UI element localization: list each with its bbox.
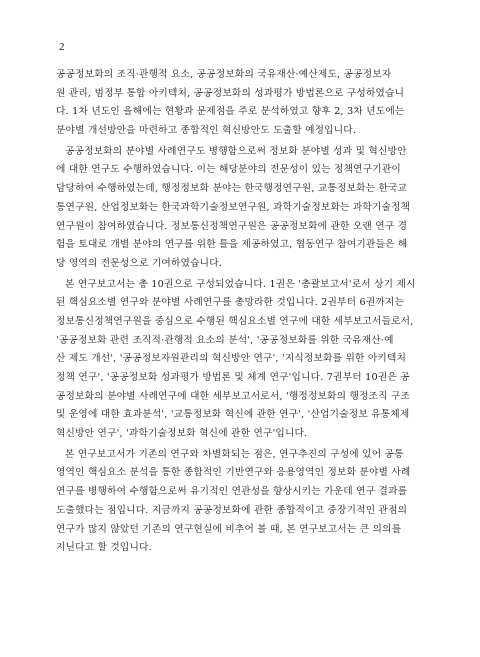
text-line: 연구가 많지 않았던 기존의 연구현실에 비추어 볼 때, 본 연구보고서는 큰 의의를 xyxy=(56,523,402,535)
text-line: 공공정보화의 분야별 사례연구도 병행함으로써 정보화 분야별 성과 및 혁신방안 xyxy=(65,145,407,157)
page-number: 2 xyxy=(59,41,65,53)
text-line: 담당하여 수행하였는데, 행정정보화 분야는 한국행정연구원, 교통정보화는 한국교 xyxy=(56,183,408,195)
paragraph xyxy=(56,143,428,274)
text-line: 원 관리, 범정부 통합 아키텍처, 공공정보화의 성과평가 방법론으로 구성하였습니 xyxy=(56,87,405,99)
text-line: 당 영역의 전문성으로 기여하였습니다. xyxy=(56,257,223,269)
text-line: 본 연구보고서가 기존의 연구와 차별화되는 점은, 연구추진의 구성에 있어 공통 xyxy=(65,448,404,460)
paragraph xyxy=(56,446,428,558)
text-line: 혁신방안 연구', '과학기술정보화 혁신에 관한 연구'입니다. xyxy=(56,428,308,440)
text-line: 본 연구보고서는 총 10권으로 구성되었습니다. 1권은 '총괄보고서'로서 상기 제시 xyxy=(65,278,416,290)
text-line: 연구를 병행하여 수행함으로써 유기적인 연관성을 향상시키는 가운데 연구 결과를 xyxy=(56,486,408,498)
text-line: 험을 토대로 개별 분야의 연구를 위한 틀을 제공하였고, 협동연구 참여기관들은 해 xyxy=(56,239,408,251)
text-line: 연구원이 참여하였습니다. 정보통신정책연구원은 공공정보화에 관한 오랜 연구 경 xyxy=(56,220,408,232)
text-line: 정보통신정책연구원을 중심으로 수행된 핵심요소별 연구에 대한 세부보고서들로서, xyxy=(56,315,414,327)
text-line: 영역인 핵심요소 분석을 통한 종합적인 기반연구와 응용영역인 정보화 분야별 사례 xyxy=(56,467,411,479)
text-line: 된 핵심요소별 연구와 분야별 사례연구를 총망라한 것입니다. 2권부터 6권까지는 xyxy=(56,297,405,309)
text-line: 및 운영에 대한 효과분석', '교통정보화 혁신에 관한 연구', '산업기술정보 유통체제 xyxy=(56,409,410,421)
text-line: 공정보화의 분야별 사례연구에 대한 세부보고서로서, '행정정보화의 행정조직 구조 xyxy=(56,390,411,402)
text-line: 정책 연구', '공공정보화 성과평가 방법론 및 체계 연구'입니다. 7권부터 10권은 공 xyxy=(56,372,410,383)
paragraph xyxy=(56,66,428,141)
text-line: 다. 1차 년도인 올해에는 현황과 문제점을 주로 분석하였고 향후 2, 3차 년도에는 xyxy=(56,106,405,118)
text-line: 에 대한 연구도 수행하였습니다. 이는 해당분야의 전문성이 있는 정책연구기관이 xyxy=(56,164,401,176)
text-line: 산 제도 개선', '공공정보자원관리의 혁신방안 연구', '지식정보화를 위한 아키텍처 xyxy=(56,353,407,365)
text-line: 지닌다고 할 것입니다. xyxy=(56,542,152,554)
text-line: 분야별 개선방안을 마련하고 종합적인 혁신방안도 도출할 예정입니다. xyxy=(56,125,357,137)
text-line: 통연구원, 산업정보화는 한국과학기술정보연구원, 과학기술정보화는 과학기술정책 xyxy=(56,201,411,213)
body-text xyxy=(56,66,428,558)
text-line: '공공정보화 관련 조직적·관행적 요소의 분석', '공공정보화를 위한 국유재산·예 xyxy=(56,334,394,346)
paragraph xyxy=(56,276,428,444)
text-line: 도출했다는 점입니다. 지금까지 공공정보화에 관한 종합적이고 중장기적인 관점의 xyxy=(56,504,408,516)
text-line: 공공정보화의 조직·관행적 요소, 공공정보화의 국유재산·예산제도, 공공정보자 xyxy=(56,69,392,80)
